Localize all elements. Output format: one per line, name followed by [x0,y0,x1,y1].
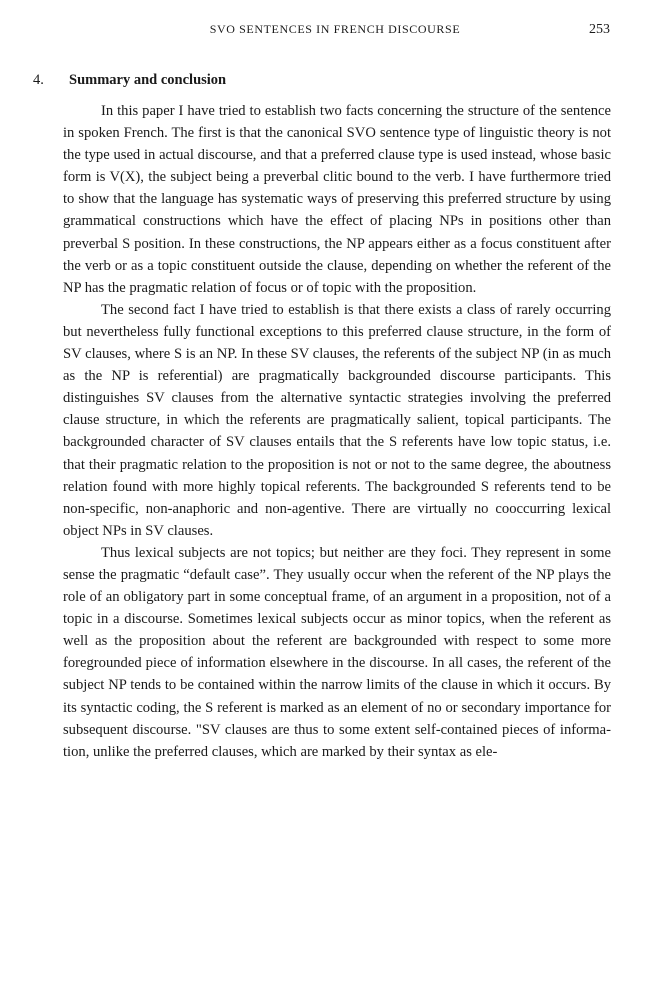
paragraph-3: Thus lexical subjects are not topics; but neither are they foci. They represent in some sense the pragmatic “default case”. They usually occur when the referent of the NP plays the role of an obligatory part in some conceptual frame, of an argument in a proposition, not of a topic in a discourse. Sometimes lexical subjects occur as minor topics, when the referent as well as the proposition about the referent are backgrounded with respect to some more foregrounded piece of information elsewhere in the discourse. In all cases, the referent of the subject NP tends to be contained within the narrow limits of the clause in which it occurs. By its syntactic coding, the S referent is marked as an element of no or secondary importance for subsequent discourse. "SV clauses are thus to some extent self-contained pieces of information, unlike the preferred clauses, which are marked by their syntax as ele- [63,544,611,760]
body-text [63,100,611,763]
page-number: 253 [589,22,610,37]
section-number: 4. [33,72,44,88]
section-heading [33,72,226,89]
paragraph-2: The second fact I have tried to establish is that there exists a class of rarely occurring but nevertheless fully functional exceptions to this preferred clause structure, in the form of SV clauses, where S is an NP. In these SV clauses, the referents of the subject NP (in as much as the NP is referential) are pragmatically backgrounded discourse participants. This distinguishes SV clauses from the alternative syntactic strategies involving the preferred clause structure, in which the referents are pragmatically salient, topical participants. The backgrounded character of SV clauses entails that the S referents have low topic status, i.e. that their pragmatic relation to the proposition is not or not to the same degree, the aboutness relation found with more highly topical referents. The backgrounded S referents tend to be non-specific, non-anaphoric and non-agentive. There are virtually no cooccurring lexical object NPs in SV clauses. [63,301,611,539]
paragraph-1: In this paper I have tried to establish two facts concerning the structure of the sentence in spoken French. The first is that the canonical SVO sentence type of linguistic theory is not the type used in actual discourse, and that a preferred clause type is used instead, whose basic form is V(X), the subject being a preverbal clitic bound to the verb. I have furthermore tried to show that the language has systematic ways of preserving this preferred structure by using grammatical constructions which have the effect of placing NPs in positions other than preverbal S position. In these constructions, the NP appears either as a focus constituent after the verb or as a topic constituent outside the clause, depending on whether the referent of the NP has the pragmatic relation of focus or of topic with the proposition. [63,103,611,296]
running-title: SVO SENTENCES IN FRENCH DISCOURSE [209,22,461,36]
section-title: Summary and conclusion [69,72,227,88]
running-header [60,22,610,42]
